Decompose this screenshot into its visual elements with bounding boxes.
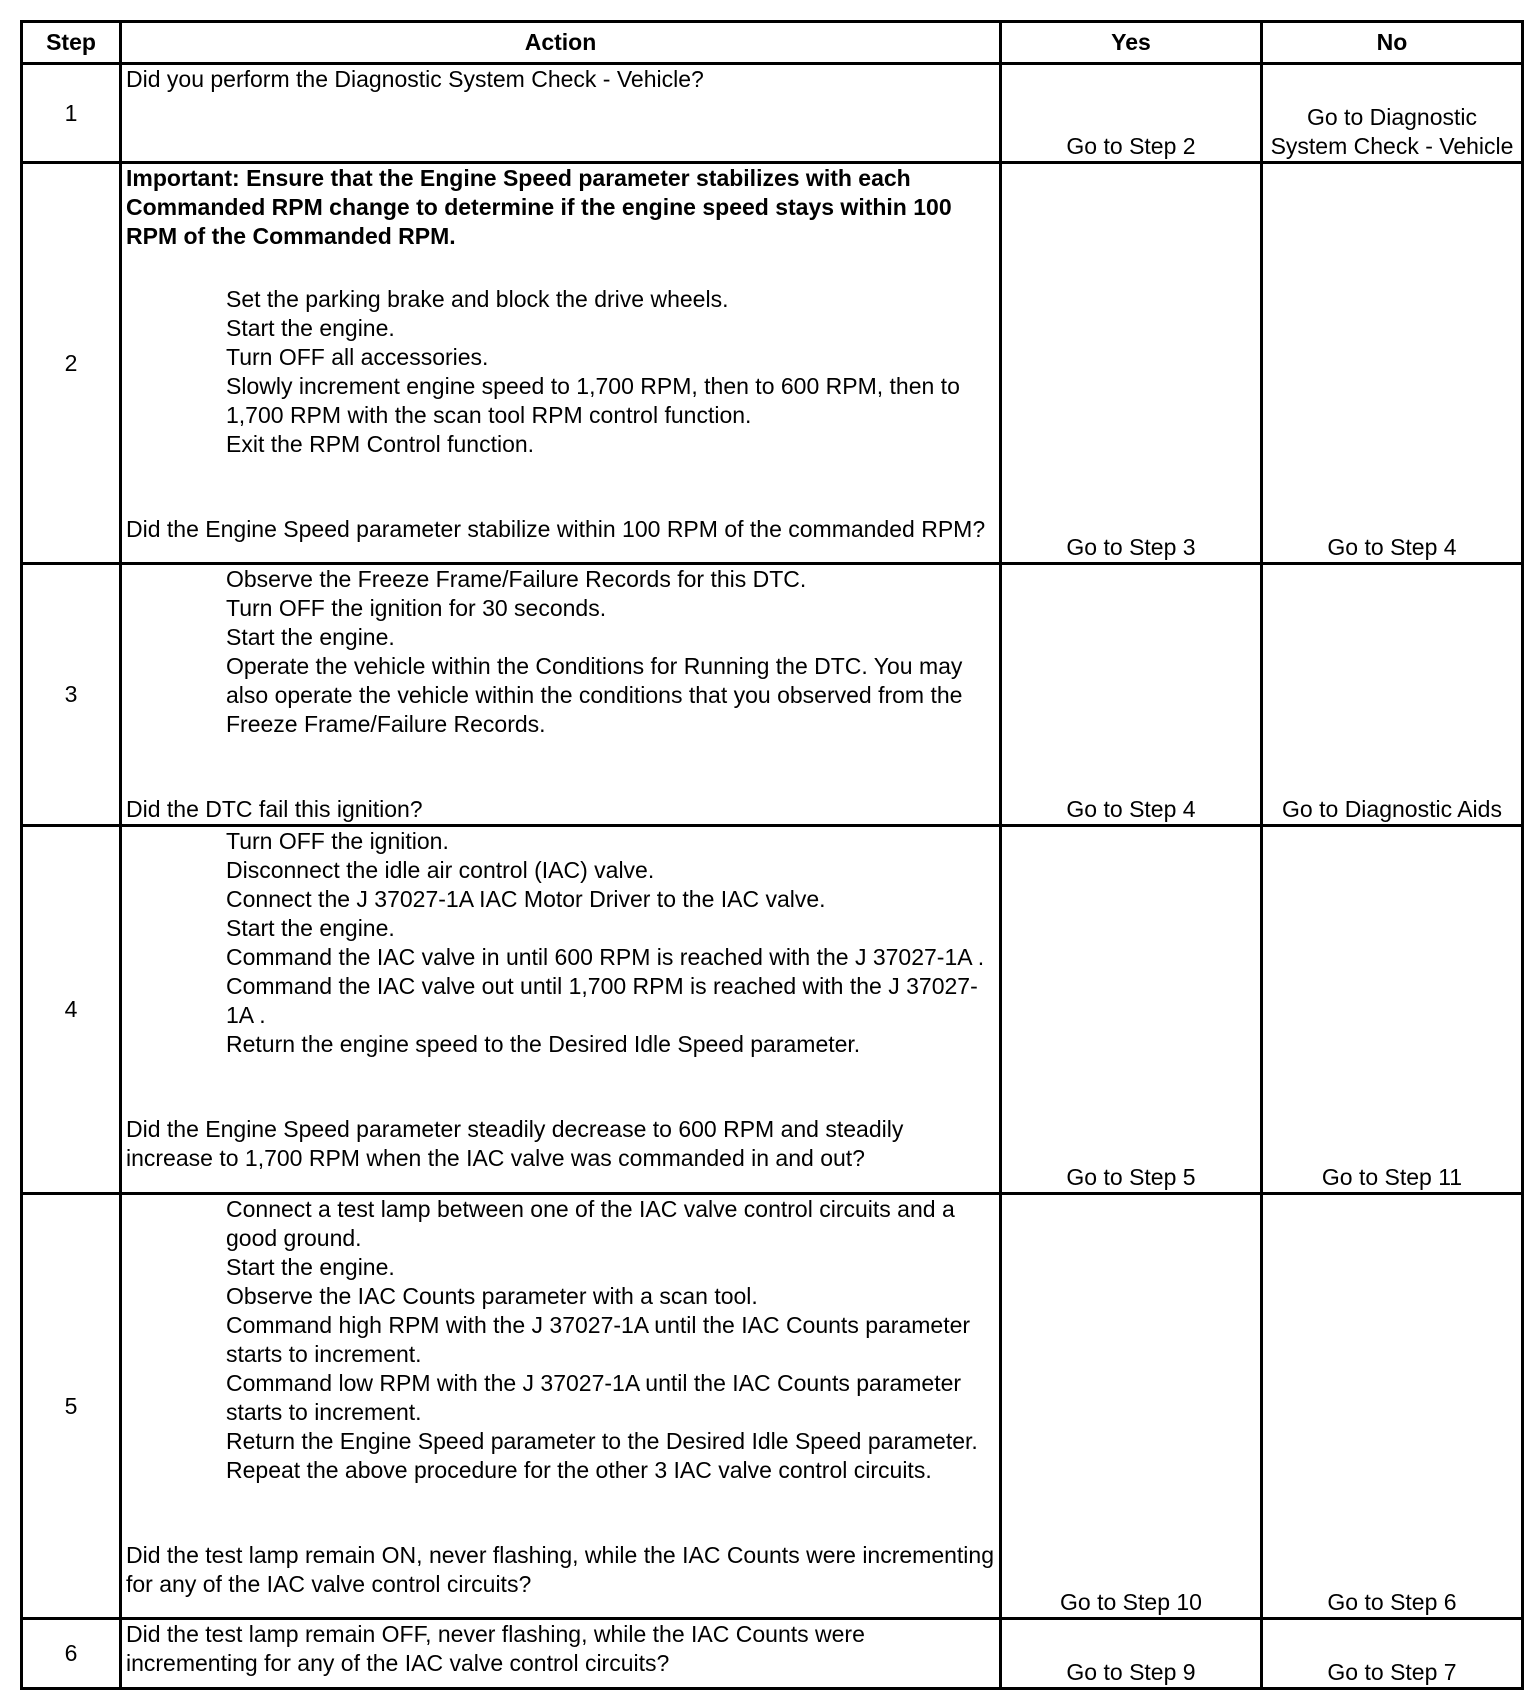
substep-item: Start the engine. <box>226 624 395 650</box>
yes-link-cell[interactable] <box>1001 1619 1262 1689</box>
action-cell <box>121 64 1001 163</box>
substep-item: Command the IAC valve out until 1,700 RPM is reached with the J 37027-1A . <box>226 973 978 1028</box>
action-cell <box>121 826 1001 1194</box>
no-link[interactable]: Go to Step 6 <box>1327 1589 1457 1615</box>
no-link-cell[interactable] <box>1262 826 1523 1194</box>
substep-item: Turn OFF the ignition for 30 seconds. <box>226 595 607 621</box>
question-text: Did the Engine Speed parameter stabilize within 100 RPM of the commanded RPM? <box>126 516 986 542</box>
substep-list <box>126 827 995 1059</box>
question-text: Did the test lamp remain OFF, never flashing, while the IAC Counts were incrementing for any of the IAC valve control circuits? <box>126 1621 865 1676</box>
substep-item: Command the IAC valve in until 600 RPM is reached with the J 37027-1A . <box>226 944 985 970</box>
substep-item: Disconnect the idle air control (IAC) valve. <box>226 857 655 883</box>
step-number: 5 <box>22 1194 121 1619</box>
table-row-step-3 <box>22 564 1523 826</box>
no-link[interactable]: Go to Step 4 <box>1327 534 1457 560</box>
substep-item: Command low RPM with the J 37027-1A until the IAC Counts parameter starts to increment. <box>226 1370 962 1425</box>
no-link-cell[interactable] <box>1262 1194 1523 1619</box>
no-link-cell[interactable] <box>1262 564 1523 826</box>
action-cell <box>121 163 1001 564</box>
yes-link-cell[interactable] <box>1001 826 1262 1194</box>
substep-item: Return the Engine Speed parameter to the Desired Idle Speed parameter. <box>226 1428 978 1454</box>
yes-link[interactable]: Go to Step 4 <box>1066 796 1196 822</box>
no-link[interactable]: Go to Diagnostic Aids <box>1282 796 1502 822</box>
substep-item: Repeat the above procedure for the other 3 IAC valve control circuits. <box>226 1457 932 1483</box>
action-cell <box>121 564 1001 826</box>
action-cell <box>121 1194 1001 1619</box>
substep-item: Observe the Freeze Frame/Failure Records for this DTC. <box>226 566 807 592</box>
table-row-step-6 <box>22 1619 1523 1689</box>
header-row <box>22 22 1523 64</box>
substep-item: Start the engine. <box>226 1254 395 1280</box>
substep-item: Exit the RPM Control function. <box>226 431 535 457</box>
table-row-step-4 <box>22 826 1523 1194</box>
step-number: 2 <box>22 163 121 564</box>
substep-item: Start the engine. <box>226 915 395 941</box>
question-text: Did the Engine Speed parameter steadily decrease to 600 RPM and steadily increase to 1,700 RPM when the IAC valve was commanded in and out? <box>126 1116 904 1171</box>
step-number: 3 <box>22 564 121 826</box>
yes-link-cell[interactable] <box>1001 163 1262 564</box>
header-action: Action <box>121 22 1001 64</box>
table-row-step-2 <box>22 163 1523 564</box>
no-link-cell[interactable] <box>1262 163 1523 564</box>
substep-item: Turn OFF the ignition. <box>226 828 449 854</box>
question-text: Did the DTC fail this ignition? <box>126 796 423 822</box>
header-step: Step <box>22 22 121 64</box>
no-link-cell[interactable] <box>1262 1619 1523 1689</box>
step-number: 6 <box>22 1619 121 1689</box>
table-header <box>22 22 1523 64</box>
action-cell <box>121 1619 1001 1689</box>
diagnostic-table <box>20 20 1524 1690</box>
header-no: No <box>1262 22 1523 64</box>
no-link[interactable]: Go to Step 11 <box>1321 1164 1463 1190</box>
substep-list <box>126 285 995 459</box>
yes-link[interactable]: Go to Step 9 <box>1066 1659 1196 1685</box>
substep-item: Connect a test lamp between one of the IAC valve control circuits and a good ground. <box>226 1196 955 1251</box>
table-row-step-5 <box>22 1194 1523 1619</box>
yes-link[interactable]: Go to Step 5 <box>1066 1164 1196 1190</box>
no-link[interactable]: Go to Diagnostic System Check - Vehicle <box>1270 104 1514 159</box>
important-note: Important: Ensure that the Engine Speed parameter stabilizes with each Commanded RPM change to determine if the engine speed stays within 100 RPM of the Commanded RPM. <box>126 165 952 249</box>
table-row-step-1 <box>22 64 1523 163</box>
yes-link[interactable]: Go to Step 10 <box>1060 1589 1202 1615</box>
substep-item: Observe the IAC Counts parameter with a scan tool. <box>226 1283 758 1309</box>
no-link[interactable]: Go to Step 7 <box>1327 1659 1457 1685</box>
step-number: 1 <box>22 64 121 163</box>
substep-list <box>126 1195 995 1485</box>
substep-item: Return the engine speed to the Desired Idle Speed parameter. <box>226 1031 861 1057</box>
substep-item: Operate the vehicle within the Conditions for Running the DTC. You may also operate the vehicle within the conditions that you observed from the Freeze Frame/Failure Records. <box>226 653 963 737</box>
substep-item: Slowly increment engine speed to 1,700 RPM, then to 600 RPM, then to 1,700 RPM with the scan tool RPM control function. <box>226 373 960 428</box>
question-text: Did the test lamp remain ON, never flashing, while the IAC Counts were incrementing for any of the IAC valve control circuits? <box>126 1542 995 1597</box>
yes-link[interactable]: Go to Step 3 <box>1066 534 1196 560</box>
question-text: Did you perform the Diagnostic System Check - Vehicle? <box>126 66 704 92</box>
yes-link-cell[interactable] <box>1001 64 1262 163</box>
substep-item: Start the engine. <box>226 315 395 341</box>
no-link-cell[interactable] <box>1262 64 1523 163</box>
substep-item: Turn OFF all accessories. <box>226 344 489 370</box>
yes-link-cell[interactable] <box>1001 1194 1262 1619</box>
table-body <box>22 64 1523 1689</box>
substep-item: Set the parking brake and block the drive wheels. <box>226 286 729 312</box>
substep-item: Command high RPM with the J 37027-1A until the IAC Counts parameter starts to increment. <box>226 1312 971 1367</box>
yes-link-cell[interactable] <box>1001 564 1262 826</box>
substep-item: Connect the J 37027-1A IAC Motor Driver to the IAC valve. <box>226 886 826 912</box>
substep-list <box>126 565 995 739</box>
step-number: 4 <box>22 826 121 1194</box>
header-yes: Yes <box>1001 22 1262 64</box>
yes-link[interactable]: Go to Step 2 <box>1066 133 1196 159</box>
